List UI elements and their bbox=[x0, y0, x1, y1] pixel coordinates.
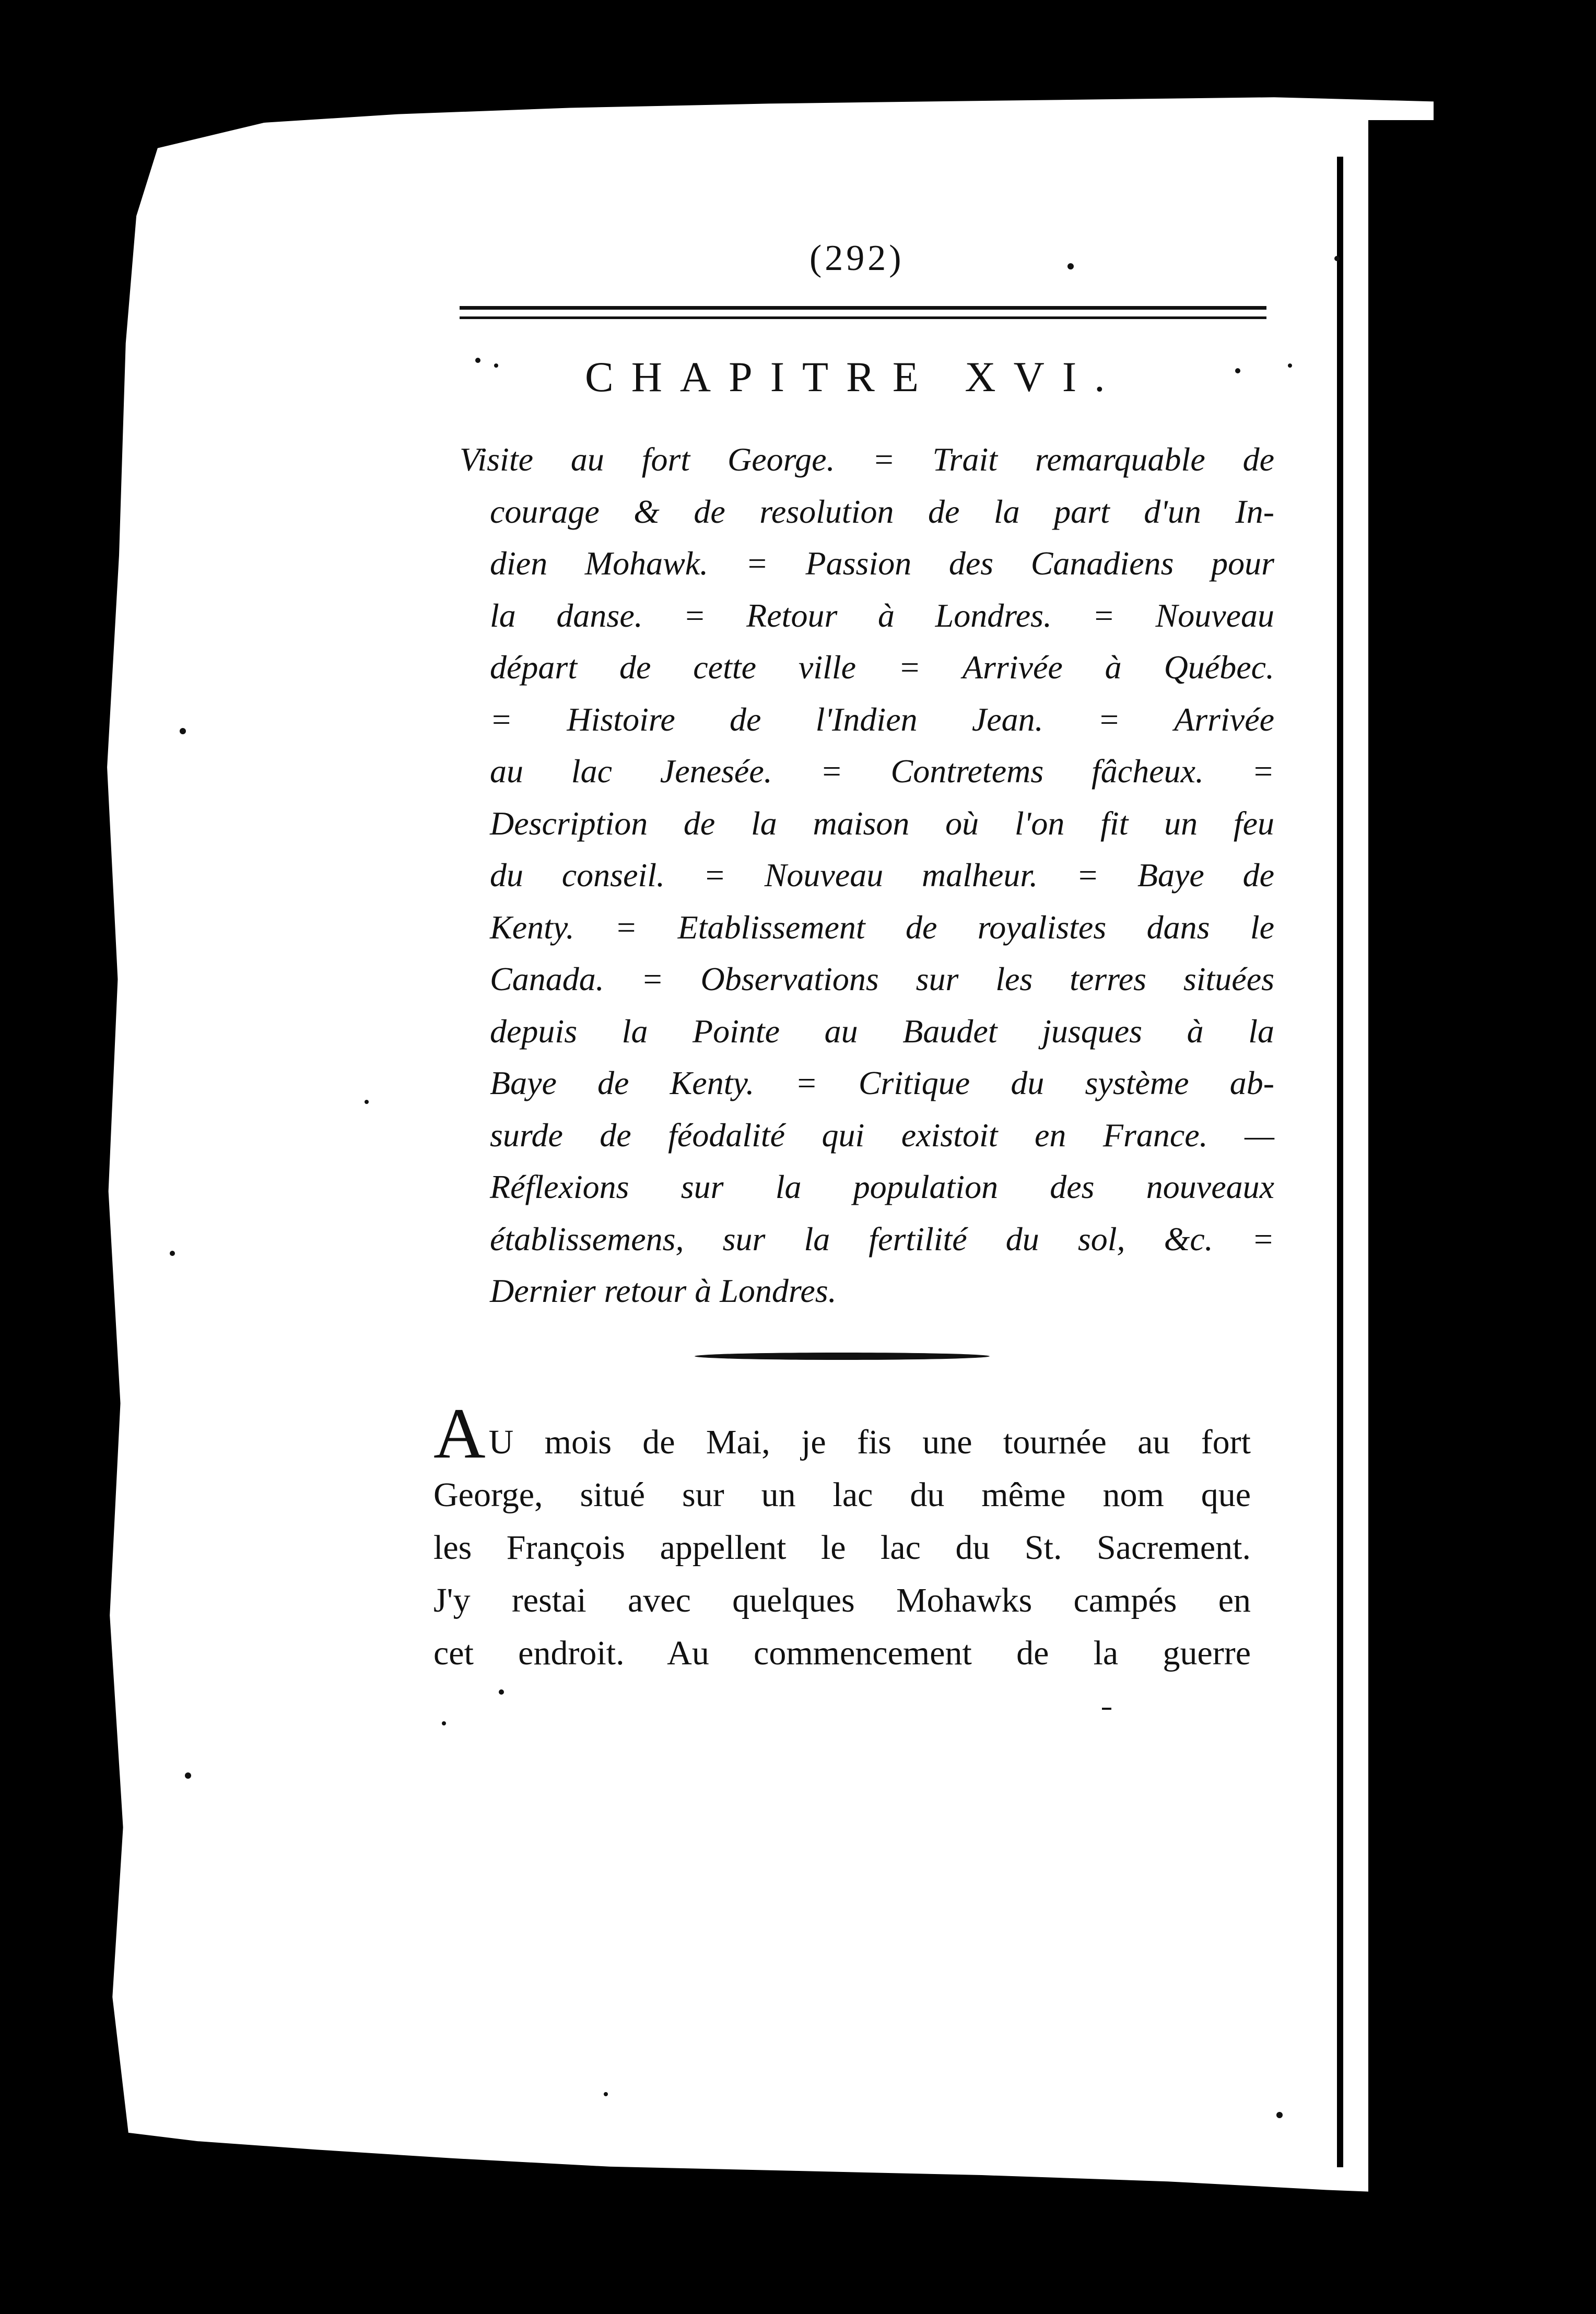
summary-line: Réflexions sur la population des nouveaux bbox=[490, 1168, 1274, 1205]
summary-line: surde de féodalité qui existoit en France. — bbox=[490, 1116, 1274, 1154]
body-first-line bbox=[433, 1393, 1251, 1473]
summary-line: courage & de resolution de la part d'un In- bbox=[490, 492, 1274, 530]
next-leaf-edge bbox=[1353, 141, 1368, 2167]
summary-line: Dernier retour à Londres. bbox=[490, 1272, 837, 1309]
section-separator bbox=[695, 1353, 990, 1360]
summary-line: du conseil. = Nouveau malheur. = Baye de bbox=[490, 856, 1274, 894]
chapter-summary bbox=[460, 433, 1274, 1317]
summary-line: au lac Jenesée. = Contretems fâcheux. = bbox=[490, 753, 1274, 790]
summary-line: Description de la maison où l'on fit un feu bbox=[490, 804, 1274, 842]
summary-line: dien Mohawk. = Passion des Canadiens pour bbox=[490, 545, 1274, 582]
summary-line: depuis la Pointe au Baudet jusques à la bbox=[490, 1012, 1274, 1050]
body-line: George, situé sur un lac du même nom que bbox=[433, 1476, 1251, 1514]
header-rule-top bbox=[460, 306, 1266, 310]
summary-line: = Histoire de l'Indien Jean. = Arrivée bbox=[490, 700, 1274, 738]
summary-line: Canada. = Observations sur les terres situées bbox=[490, 960, 1274, 997]
summary-line: Visite au fort George. = Trait remarquable de bbox=[460, 441, 1274, 478]
summary-line: départ de cette ville = Arrivée à Québec. bbox=[490, 649, 1274, 686]
summary-line: la danse. = Retour à Londres. = Nouveau bbox=[490, 596, 1274, 634]
summary-line: établissemens, sur la fertilité du sol, &c. = bbox=[490, 1220, 1274, 1258]
drop-cap: A bbox=[433, 1393, 486, 1473]
leaf-shadow-line bbox=[1337, 157, 1343, 2167]
page-number: (292) bbox=[809, 238, 905, 278]
header-rule-bottom bbox=[460, 316, 1266, 319]
body-paragraph bbox=[433, 1393, 1251, 1679]
book-gutter bbox=[1368, 120, 1596, 2313]
body-line: cet endroit. Au commencement de la guerre bbox=[433, 1634, 1251, 1672]
body-line: J'y restai avec quelques Mohawks campés en bbox=[433, 1581, 1251, 1619]
body-line: les François appellent le lac du St. Sacrement. bbox=[433, 1529, 1251, 1567]
summary-line: Kenty. = Etablissement de royalistes dans le bbox=[490, 908, 1274, 946]
chapter-heading: CHAPITRE XVI. bbox=[585, 353, 1123, 401]
body-first-line-text: U mois de Mai, je fis une tournée au fort bbox=[488, 1423, 1251, 1461]
summary-line: Baye de Kenty. = Critique du système ab- bbox=[490, 1064, 1274, 1101]
